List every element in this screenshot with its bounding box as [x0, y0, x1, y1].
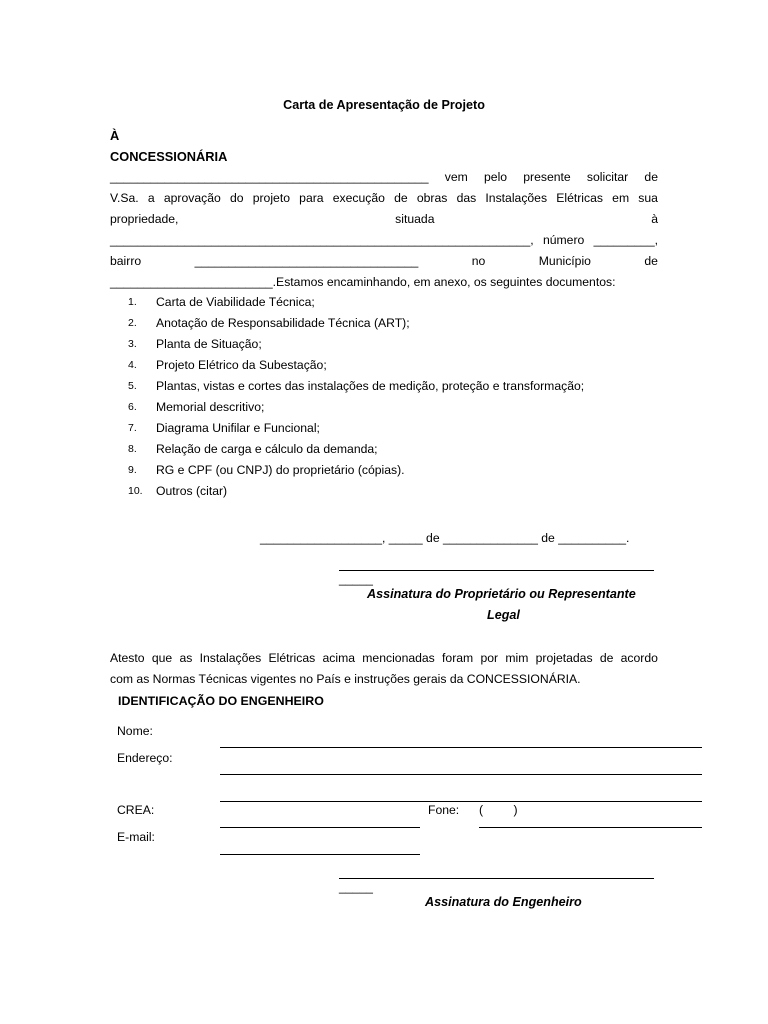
word: do [229, 191, 244, 205]
list-item-number: 2. [128, 317, 137, 329]
phone-field-line[interactable] [479, 827, 702, 828]
document-list-item [120, 481, 584, 502]
list-item-number: 3. [128, 338, 137, 350]
phone-area-code: ( ) [479, 803, 518, 817]
attestation-line-1 [110, 648, 658, 669]
word: de [644, 170, 658, 184]
list-item-text: Projeto Elétrico da Subestação; [156, 358, 327, 372]
applicant-name-blank: _______________________________________________ [110, 170, 429, 184]
list-item-text: Diagrama Unifilar e Funcional; [156, 421, 320, 435]
date-line: __________________, _____ de ______________ de __________. [260, 531, 630, 545]
address-field-line-2[interactable] [220, 801, 702, 802]
document-list-item [120, 376, 584, 397]
attestation-line-2: com as Normas Técnicas vigentes no País e instruções gerais da CONCESSIONÁRIA. [110, 672, 581, 686]
recipient-line-2: CONCESSIONÁRIA [110, 149, 228, 164]
crea-field-line[interactable] [220, 827, 420, 828]
word: por [480, 651, 499, 665]
address-blank: ______________________________________________________________, [110, 233, 534, 247]
bairro-label: bairro [110, 254, 142, 268]
name-field-line[interactable] [220, 747, 702, 748]
word: pelo [484, 170, 508, 184]
municipio-label: Município [538, 254, 591, 268]
word: Elétricas [556, 191, 603, 205]
list-item-text: Anotação de Responsabilidade Técnica (ART); [156, 316, 410, 330]
request-line-4 [110, 230, 658, 251]
word: as [179, 651, 193, 665]
engineer-signature-line [339, 878, 654, 879]
word: em [612, 191, 630, 205]
request-line-3 [110, 209, 658, 230]
owner-signature-label-2: Legal [487, 608, 520, 622]
list-item-number: 6. [128, 401, 137, 413]
document-list-item [120, 418, 584, 439]
word: mim [505, 651, 529, 665]
engineer-heading: IDENTIFICAÇÃO DO ENGENHEIRO [118, 694, 324, 708]
page-title: Carta de Apresentação de Projeto [283, 98, 485, 112]
request-line-6: ________________________.Estamos encaminhando, em anexo, os seguintes documentos: [110, 275, 616, 289]
email-field-line[interactable] [220, 854, 420, 855]
list-item-number: 5. [128, 380, 137, 392]
owner-signature-line [339, 570, 654, 571]
document-list-item [120, 313, 584, 334]
engineer-signature-label: Assinatura do Engenheiro [425, 895, 582, 909]
recipient-line-1: À [110, 128, 120, 143]
word: Instalações [199, 651, 262, 665]
word: solicitar [586, 170, 629, 184]
word: projeto [252, 191, 290, 205]
list-item-text: Planta de Situação; [156, 337, 262, 351]
owner-signature-label: Assinatura do Proprietário ou Representante [367, 587, 636, 601]
word: no [471, 254, 486, 268]
request-line-1 [110, 167, 658, 188]
word: Atesto [110, 651, 145, 665]
document-list-item [120, 334, 584, 355]
word: mencionadas [362, 651, 435, 665]
word: de [644, 254, 658, 268]
list-item-number: 10. [128, 485, 143, 497]
address-label: Endereço: [117, 751, 173, 765]
document-list-item [120, 397, 584, 418]
word: execução [332, 191, 385, 205]
bairro-blank: _________________________________ [194, 254, 419, 268]
number-blank: _________, [593, 233, 658, 247]
document-list-item [120, 460, 584, 481]
attestation-paragraph [110, 648, 658, 690]
list-item-text: Outros (citar) [156, 484, 228, 498]
word: vem [444, 170, 468, 184]
number-label: número [542, 233, 585, 247]
list-item-number: 8. [128, 443, 137, 455]
word: a [147, 191, 155, 205]
owner-signature-line-tail: _____ [339, 572, 373, 586]
word: projetadas [535, 651, 593, 665]
list-item-number: 9. [128, 464, 137, 476]
list-item-text: Memorial descritivo; [156, 400, 265, 414]
address-field-line-1[interactable] [220, 774, 702, 775]
name-label: Nome: [117, 724, 153, 738]
word: sua [638, 191, 658, 205]
word: foram [442, 651, 474, 665]
word: obras [416, 191, 448, 205]
list-item-text: Carta de Viabilidade Técnica; [156, 295, 315, 309]
word: de [394, 191, 408, 205]
word: para [299, 191, 324, 205]
list-item-text: Relação de carga e cálculo da demanda; [156, 442, 378, 456]
phone-label: Fone: [428, 803, 460, 817]
request-line-5 [110, 251, 658, 272]
engineer-signature-line-tail: _____ [339, 880, 373, 894]
word: Instalações [485, 191, 548, 205]
word: V.Sa. [110, 191, 139, 205]
request-line-2 [110, 188, 658, 209]
word: Elétricas [268, 651, 316, 665]
request-paragraph [110, 167, 658, 293]
list-item-number: 7. [128, 422, 137, 434]
document-list-item [120, 355, 584, 376]
word: aprovação [163, 191, 221, 205]
crea-label: CREA: [117, 803, 155, 817]
list-item-number: 1. [128, 296, 137, 308]
word: situada [395, 212, 435, 226]
word: de [599, 651, 614, 665]
word: das [456, 191, 477, 205]
word: acima [322, 651, 356, 665]
word: acordo [620, 651, 658, 665]
word: que [151, 651, 173, 665]
list-item-text: RG e CPF (ou CNPJ) do proprietário (cópias). [156, 463, 405, 477]
list-item-text: Plantas, vistas e cortes das instalações de medição, proteção e transformação; [156, 379, 585, 393]
email-label: E-mail: [117, 830, 155, 844]
document-list-item [120, 439, 584, 460]
word: presente [523, 170, 571, 184]
list-item-number: 4. [128, 359, 137, 371]
document-list-item [120, 292, 584, 313]
word: à [651, 212, 658, 226]
word: propriedade, [110, 212, 179, 226]
documents-list [120, 292, 584, 502]
